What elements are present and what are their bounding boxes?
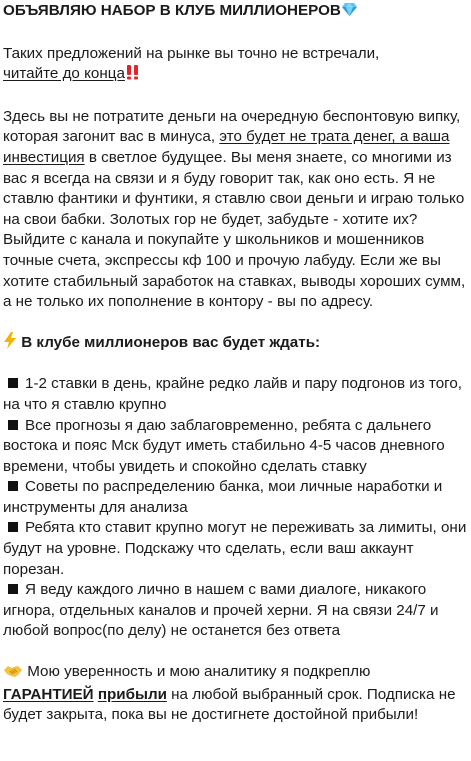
guarantee-paragraph xyxy=(3,662,469,726)
black-square-icon xyxy=(8,420,18,430)
list-item-text: Я веду каждого лично в нашем с вами диалоге, никакого игнора, отдельных каналов и прочей херни. Я на связи 24/7 и любой вопрос(по делу) не останется без ответа xyxy=(3,581,439,640)
list-item xyxy=(3,518,469,580)
guarantee-bold-2: прибыли xyxy=(97,685,167,703)
post-title-text: ОБЪЯВЛЯЮ НАБОР В КЛУБ МИЛЛИОНЕРОВ xyxy=(3,2,341,19)
guarantee-bold-1: ГАРАНТИЕЙ xyxy=(3,685,94,703)
read-to-end-link[interactable]: читайте до конца xyxy=(3,65,125,83)
list-item xyxy=(3,580,469,642)
guarantee-text-2: на любой выбранный срок. Подписка не будет закрыта, пока вы не достигнете достойной прибыли! xyxy=(3,685,456,724)
list-item-text: Ребята кто ставит крупно могут не переживать за лимиты, они будут на уровне. Подскажу что сделать, если ваш аккаунт порезан. xyxy=(3,519,467,578)
list-item xyxy=(3,477,469,518)
body-text-part2: в светлое будущее. Вы меня знаете, со многими из вас я всегда на связи и я буду говорит так, как оно есть. Я не ставлю фантики и фунтики, я ставлю свои деньги и играю только на свои бабки. Золотых гор не будет, забудьте - хотите их? Выйдите с канала и покупайте у школьников и мошенников точные счета, экспрессы кф 100 и прочую лабуду. Если же вы хотите стабильный заработок на ставках, выводы хороших сумм, а не только их пополнение в контору - вы по адресу. xyxy=(3,148,466,311)
list-item-text: Все прогнозы я даю заблаговременно, ребята с дальнего востока и пояс Мск будут иметь стабильно 4-5 часов дневного времени, чтобы увидеть и спокойно сделать ставку xyxy=(3,416,445,475)
club-heading xyxy=(3,332,469,356)
intro-paragraph xyxy=(3,44,469,87)
body-underlined-text: это будет не трата денег, а ваша инвестиция xyxy=(3,128,450,166)
double-exclamation-icon xyxy=(125,64,141,87)
body-text-part1: Здесь вы не потратите деньги на очередную беспонтовую випку, которая загонит вас в минуса, xyxy=(3,107,461,146)
intro-text: Таких предложений на рынке вы точно не встречали, xyxy=(3,44,380,62)
lightning-icon xyxy=(3,332,17,356)
post-title xyxy=(3,1,469,24)
list-item-text: 1-2 ставки в день, крайне редко лайв и пару подгонов из того, на что я ставлю крупно xyxy=(3,375,463,413)
guarantee-text-1: Мою уверенность и мою аналитику я подкреплю xyxy=(27,663,371,681)
club-heading-text: В клубе миллионеров вас будет ждать: xyxy=(21,333,321,351)
list-item xyxy=(3,374,469,415)
list-item xyxy=(3,416,469,478)
black-square-icon xyxy=(8,522,18,532)
black-square-icon xyxy=(8,584,18,594)
handshake-icon xyxy=(3,664,23,685)
club-list xyxy=(3,374,469,642)
list-item-text: Советы по распределению банка, мои личные наработки и инструменты для анализа xyxy=(3,478,443,516)
body-paragraph xyxy=(3,107,469,313)
black-square-icon xyxy=(8,481,18,491)
diamond-icon xyxy=(341,2,358,24)
black-square-icon xyxy=(8,378,18,388)
